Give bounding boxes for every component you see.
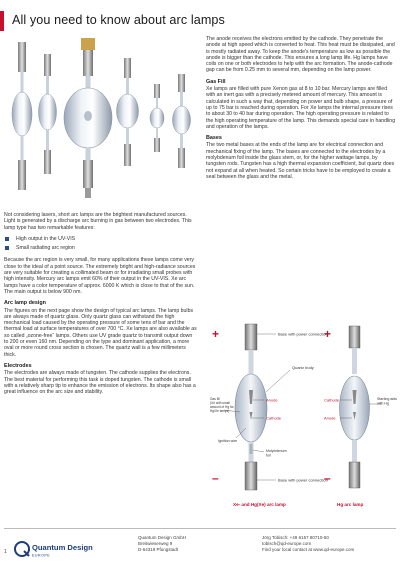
lamp-5: [150, 84, 164, 152]
caption-xe-lamp: Xe- and Hg(Xe) arc lamp: [233, 502, 286, 507]
electrodes-heading: Electrodes: [4, 362, 32, 369]
lamp-2: [39, 54, 57, 174]
design-paragraph: The figures on the next page show the design of typical arc lamps. The lamp bulbs are always made of quartz glass. Only quartz glass can withstand the high mechanical load caused by the operating pressure of some tens of bar and the thermal load at surface temperatures of over 700 °C. Xe lamps are also available as so called „ozone-free“ lamps. Others use UV grade quartz to transmit output down to 200 or even 160 nm. Depending on the type and dominant application, a more oval or more round cross section is chosen. The quartz wall is a few millimeters thick.: [4, 307, 197, 358]
intro-paragraph: Not considering lasers, short arc lamps are the brightest manufactured sources. Light is generated by a discharge arc burning in gas between two electrodes. This lamp type has two remarkable features:: [4, 212, 192, 231]
label-gas-fill: Gas fill (Xe with small amount of Hg for Hg/Xe lamps): [210, 397, 234, 413]
hg-lamp-drawing: [340, 326, 370, 488]
label-anode: Anode: [266, 397, 278, 403]
point-source-paragraph: Because the arc region is very small, for many applications these lamps come very close to the ideal of a point source. The extremely bright and high-radiance sources are very suitable for creating a collimated beam or for irradiating small probes with high intensity. Mercury arc lamps emit 60% of their output in the UV-VIS. Xe arc lamps have a color temperature of approx. 6000 K which is close to that of the sun. The main output is below 900 nm.: [4, 257, 196, 295]
feature-item: High output in the UV-VIS: [4, 236, 198, 242]
lamp-6: [173, 74, 191, 168]
label-cathode-right: Cathode: [324, 397, 340, 403]
label-ignition-wire: Ignition wire: [218, 439, 238, 443]
page-title: All you need to know about arc lamps: [12, 13, 225, 27]
page-footer: [0, 528, 400, 567]
svg-text:Quantum Design: Quantum Design: [32, 543, 93, 552]
contact-website[interactable]: Find your local contact at www.qd-europe.com: [262, 547, 355, 553]
bullet-square-icon: [5, 246, 9, 250]
right-column: [206, 36, 396, 185]
feature-item: Small radiating arc region: [4, 245, 198, 251]
minus-sign-right: –: [324, 471, 331, 485]
label-anode-right: Anode: [324, 415, 336, 421]
contact-info: Jörg Tobisch: +49 6157 80710-50 tobisch@qd-europe.com Find your local contact at www.qd-europe.com: [262, 535, 355, 553]
company-address: Quantum Design GmbH Breitwieserweg 9 D-64319 Pfungstadt: [138, 535, 187, 553]
lamp-design-diagram: [206, 320, 396, 498]
contact-email[interactable]: tobisch@qd-europe.com: [262, 541, 312, 547]
lamp-1: [12, 42, 32, 190]
minus-sign: –: [212, 471, 219, 485]
title-accent-bar: [0, 11, 4, 31]
lamp-3: [64, 38, 112, 198]
electrodes-paragraph: The electrodes are always made of tungsten. The cathode supplies the electrons. The best material for performing this task is doped tungsten. The cathode is small with a relatively sharp tip to enhance the emission of electrons. Its shape also has a great influence on the arc size and stability.: [4, 370, 196, 396]
plus-sign-right: +: [324, 327, 332, 341]
quantum-design-logo: [14, 538, 93, 560]
label-cathode: Cathode: [266, 415, 282, 421]
anode-paragraph: The anode receives the electrons emitted by the cathode. They penetrate the anode at high speed which is converted to heat. This heat must be dissipated, and is mostly radiated away. To keep the anode's temperature as low as possible the anode is bigger than the cathode. This ensures a long lamp life. Hg lamps have coils on one or both electrodes to help with the arc formation. The anode-cathode gap can be from 0.25 mm to several mm, depending on the lamp power.: [206, 36, 395, 74]
design-heading: Arc lamp design: [4, 300, 46, 307]
lamp-4: [117, 58, 139, 166]
xe-lamp-drawing: [235, 324, 267, 490]
plus-sign: +: [212, 327, 220, 341]
label-moly-foil: Molybdenum foil: [266, 449, 287, 458]
gasfill-heading: Gas Fill: [206, 78, 226, 85]
page-number: 1: [4, 549, 7, 555]
label-starting-aids: Starting aids with Hg: [377, 397, 397, 406]
caption-hg-lamp: Hg arc lamp: [337, 502, 364, 507]
gasfill-paragraph: Xe lamps are filled with pure Xenon gas at 8 to 10 bar. Mercury lamps are filled with an inert gas with a precisely metered amount of mercury. This amount is calculated in such a way that, depending on power and bulb shape, a pressure of up to 75 bar is reached during operation. For Xe lamps the internal pressure rises to about 30 to 40 bar during operation. The high operating pressure is related to the high operating temperature of the lamp. This demands special care in handling and operation of the lamps.: [206, 86, 396, 130]
label-quartz-body: Quartz body: [292, 365, 314, 370]
arc-lamps-photo: [4, 36, 196, 202]
label-base-bottom: Base with power connection: [278, 477, 328, 483]
svg-text:EUROPE: EUROPE: [32, 553, 51, 558]
label-base-top: Base with power connection: [278, 331, 328, 337]
bullet-square-icon: [5, 237, 9, 241]
footer-divider: [4, 528, 396, 529]
feature-list: [4, 236, 198, 252]
bases-heading: Bases: [206, 135, 222, 142]
left-column: [4, 212, 198, 400]
bases-paragraph: The two metal bases at the ends of the lamp are for electrical connection and mechanical fixing of the lamp. The bases are connected to the electrodes by a molybdenum foil inside the glass stem, or, for the higher wattage lamps, by tungsten rods. Tungsten has a high thermal expansion coefficient, but quartz does not expand at all when heated. So certain tricks have to be employed to create a seal between the glass and the metal.: [206, 142, 395, 180]
